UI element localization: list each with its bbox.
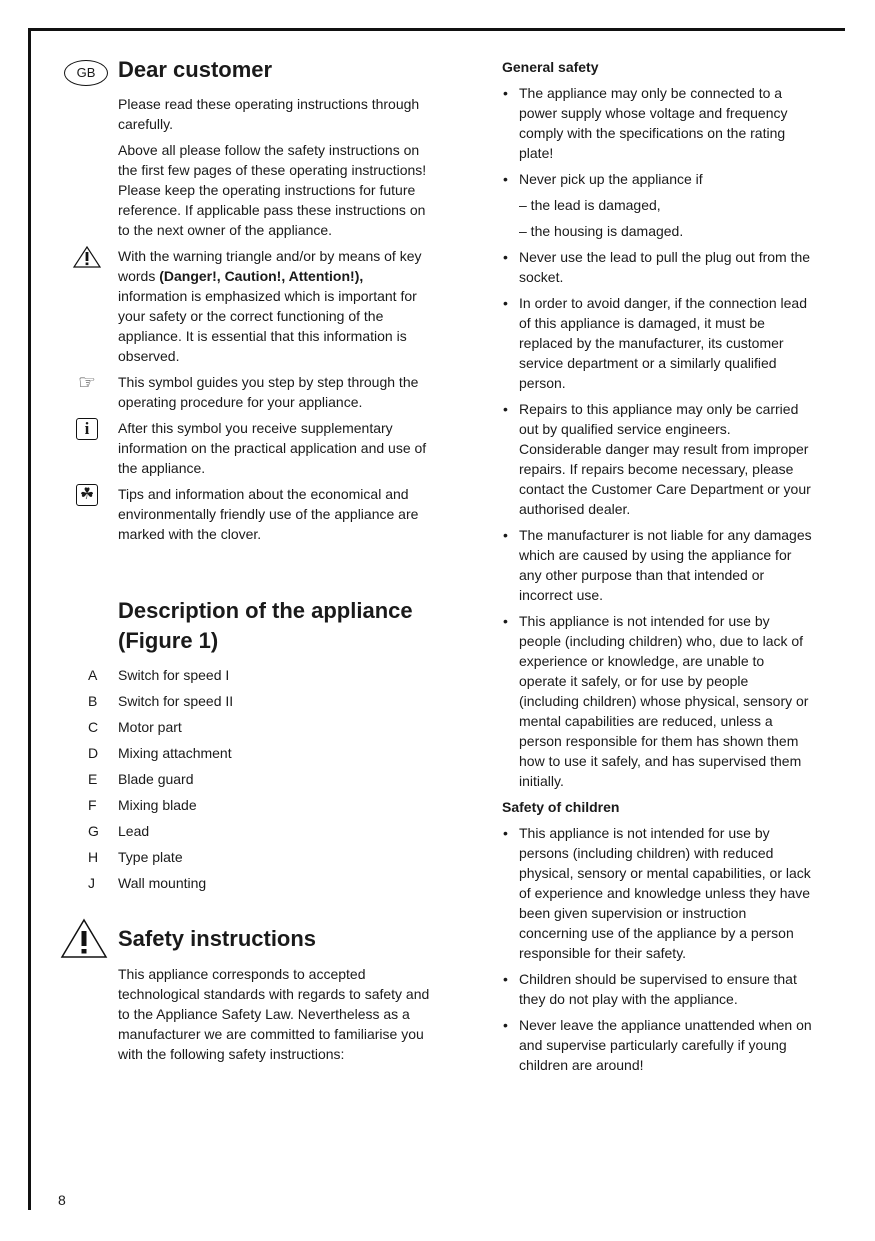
part-letter: C — [88, 719, 99, 735]
warning-keywords: (Danger!, Caution!, Attention!), — [159, 268, 364, 284]
part-letter: D — [88, 745, 99, 761]
parts-list — [88, 665, 233, 899]
bullet-item: • Children should be supervised to ensure that they do not play with the appliance. — [502, 969, 812, 1009]
right-column — [502, 57, 812, 1081]
part-letter: E — [88, 771, 98, 787]
part-name: Switch for speed I — [118, 667, 230, 683]
hand-text: This symbol guides you step by step through the operating procedure for your appliance. — [118, 374, 419, 410]
country-badge: GB — [64, 60, 108, 86]
safety-heading: Safety instructions — [118, 926, 317, 951]
bullet-item: • Never leave the appliance unattended when on and supervise particularly carefully if young children are around! — [502, 1015, 812, 1075]
part-name: Motor part — [118, 719, 182, 735]
hand-note — [78, 372, 430, 412]
bullet-item: • Repairs to this appliance may only be carried out by qualified service engineers. Considerable danger may result from improper repairs. If repairs become necessary, please contact the Customer Care Department or your authorised dealer. — [502, 399, 812, 519]
description-heading-line1: Description of the appliance — [118, 598, 413, 623]
parts-list-item — [88, 847, 233, 873]
safety-intro: This appliance corresponds to accepted technological standards with regards to safety and to the Appliance Safety Law. Nevertheless as a manufacturer we are committed to familiarise you with the following safety instructions: — [118, 966, 430, 1062]
children-safety-heading: Safety of children — [502, 799, 620, 815]
part-name: Mixing attachment — [118, 745, 232, 761]
part-name: Blade guard — [118, 771, 194, 787]
info-icon: i — [72, 418, 102, 440]
page-number: 8 — [58, 1192, 66, 1208]
dear-customer-heading: Dear customer — [118, 57, 273, 82]
part-letter: H — [88, 849, 99, 865]
part-name: Lead — [118, 823, 150, 839]
part-letter: B — [88, 693, 98, 709]
parts-list-item — [88, 821, 233, 847]
warning-note — [118, 246, 430, 366]
description-heading — [118, 596, 413, 656]
warning-triangle-icon — [72, 246, 102, 268]
part-name: Switch for speed II — [118, 693, 234, 709]
parts-list-item — [88, 717, 233, 743]
bullet-item: • Never use the lead to pull the plug out from the socket. — [502, 247, 812, 287]
description-heading-line2: (Figure 1) — [118, 628, 219, 653]
parts-list-item — [88, 795, 233, 821]
dash-item: – the housing is damaged. — [519, 223, 684, 239]
bullet-item: • This appliance is not intended for use by people (including children) who, due to lack of experience or knowledge, are unable to operate it safely, or for use by people (including children) whose physical, sensory or mental capabilities are reduced, unless a person responsible for them has shown them how to use it safely, and has supervised them initially. — [502, 611, 812, 791]
bullet-item: • The appliance may only be connected to a power supply whose voltage and frequency comply with the specifications on the rating plate! — [502, 83, 812, 163]
dash-item: – the lead is damaged, — [519, 197, 661, 213]
clover-icon: ☘ — [72, 484, 102, 506]
parts-list-item — [88, 769, 233, 795]
intro-paragraph: Please read these operating instructions through carefully. — [118, 96, 420, 132]
pointing-hand-icon: ☞ — [78, 372, 96, 394]
parts-list-item — [88, 665, 233, 691]
warning-triangle-icon — [60, 918, 108, 965]
bullet-item: • This appliance is not intended for use by persons (including children) with reduced physical, sensory or mental capabilities, or lack of experience and knowledge unless they have been given supervision or instruction concerning use of the appliance by a person responsible for their safety. — [502, 823, 812, 963]
parts-list-item — [88, 873, 233, 899]
bullet-item: • Never pick up the appliance if — [502, 169, 812, 189]
part-letter: G — [88, 823, 99, 839]
info-note — [84, 418, 430, 478]
intro-paragraph: Above all please follow the safety instructions on the first few pages of these operating instructions! Please keep the operating instructions for future reference. If applicable pass these instructions on to the next owner of the appliance. — [118, 142, 427, 238]
warning-text-cont: information is emphasized which is important for your safety or the correct functioning of the appliance. It is essential that this information is observed. — [118, 288, 417, 364]
part-letter: J — [88, 875, 95, 891]
part-letter: A — [88, 667, 98, 683]
parts-list-item — [88, 691, 233, 717]
general-safety-heading: General safety — [502, 59, 599, 75]
bullet-item: • In order to avoid danger, if the connection lead of this appliance is damaged, it must be replaced by the manufacturer, its customer service department or a similarly qualified person. — [502, 293, 812, 393]
clover-text: Tips and information about the economical and environmentally friendly use of the appliance are marked with the clover. — [118, 486, 419, 542]
part-letter: F — [88, 797, 97, 813]
bullet-item: • The manufacturer is not liable for any damages which are caused by using the appliance for any other purpose than that intended or incorrect use. — [502, 525, 812, 605]
intro-section — [78, 94, 430, 550]
warning-text: With the warning triangle and/or by means of key words — [118, 248, 422, 284]
part-name: Type plate — [118, 849, 183, 865]
clover-note — [79, 484, 430, 544]
page-frame-top-rule — [28, 28, 845, 31]
part-name: Mixing blade — [118, 797, 197, 813]
part-name: Wall mounting — [118, 875, 207, 891]
info-text: After this symbol you receive supplementary information on the practical application and use of the appliance. — [118, 420, 427, 476]
page-frame-left-rule — [28, 28, 31, 1210]
parts-list-item — [88, 743, 233, 769]
